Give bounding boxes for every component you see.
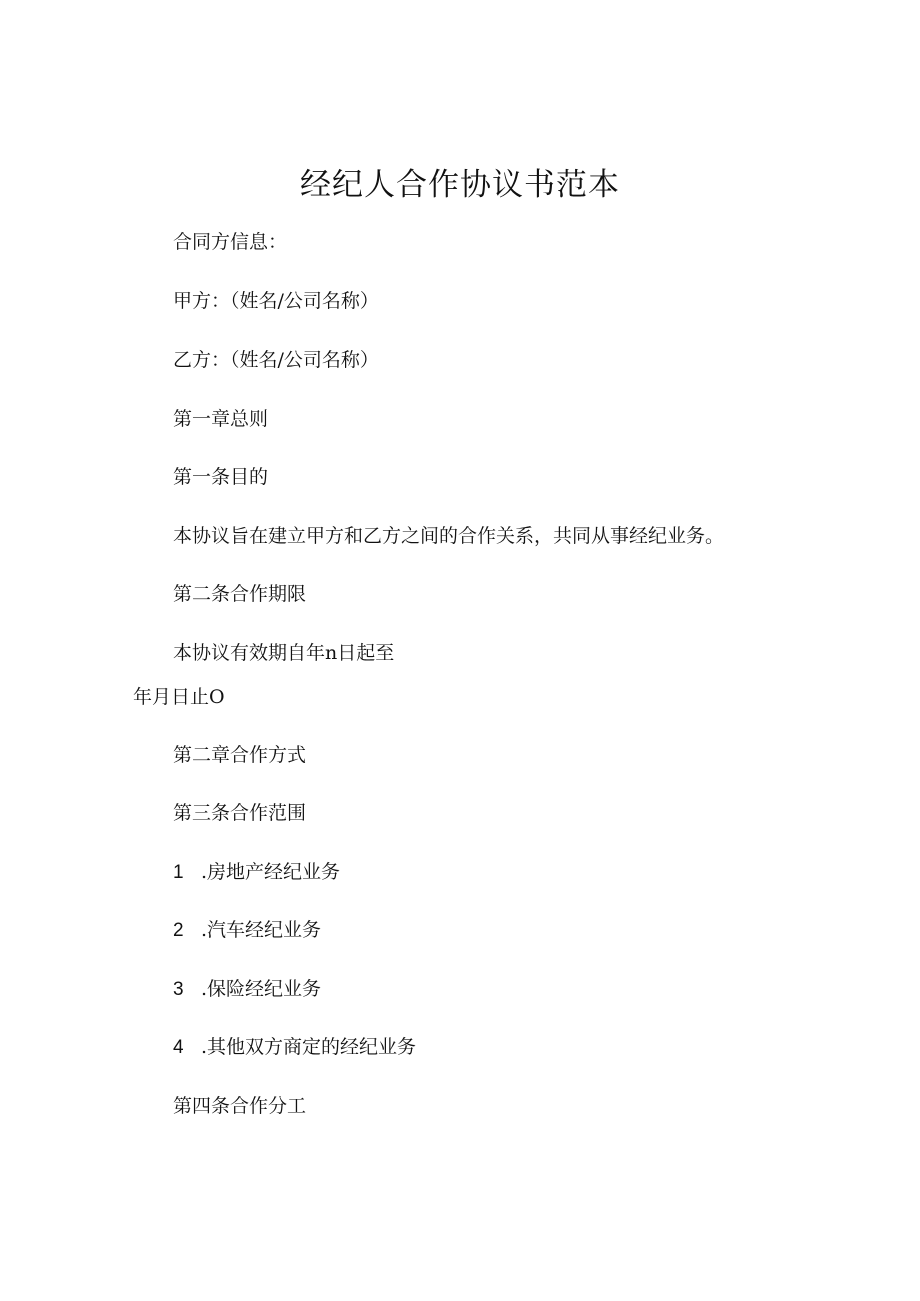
- party-b-line: 乙方：（姓名/公司名称）: [173, 349, 379, 371]
- article-3-heading: 第三条合作范围: [173, 802, 307, 824]
- list-item-number: 4: [173, 1037, 184, 1058]
- article-2-body: 本协议有效期自年n日起至: [173, 642, 395, 664]
- list-item-number: 2: [173, 920, 184, 941]
- chapter-2-heading: 第二章合作方式: [173, 744, 307, 766]
- list-item-text: .房地产经纪业务: [201, 861, 341, 883]
- article-1-heading: 第一条目的: [173, 466, 269, 488]
- list-item-number: 1: [173, 862, 184, 883]
- list-item-text: .保险经纪业务: [201, 978, 322, 1000]
- article-2-body-continued: 年月日止O: [133, 686, 225, 708]
- list-item-number: 3: [173, 979, 184, 1000]
- chapter-1-heading: 第一章总则: [173, 408, 269, 430]
- document-title: 经纪人合作协议书范本: [300, 167, 620, 203]
- list-item: [173, 1033, 416, 1062]
- article-4-heading: 第四条合作分工: [173, 1095, 307, 1117]
- article-2-heading: 第二条合作期限: [173, 583, 307, 605]
- list-item-text: .其他双方商定的经纪业务: [201, 1036, 417, 1058]
- party-a-line: 甲方：（姓名/公司名称）: [173, 290, 379, 312]
- list-item: [173, 858, 340, 887]
- list-item-text: .汽车经纪业务: [201, 919, 322, 941]
- list-item: [173, 916, 321, 945]
- list-item: [173, 975, 321, 1004]
- article-1-body: 本协议旨在建立甲方和乙方之间的合作关系，共同从事经纪业务。: [173, 525, 725, 547]
- contract-parties-heading: 合同方信息：: [173, 231, 288, 253]
